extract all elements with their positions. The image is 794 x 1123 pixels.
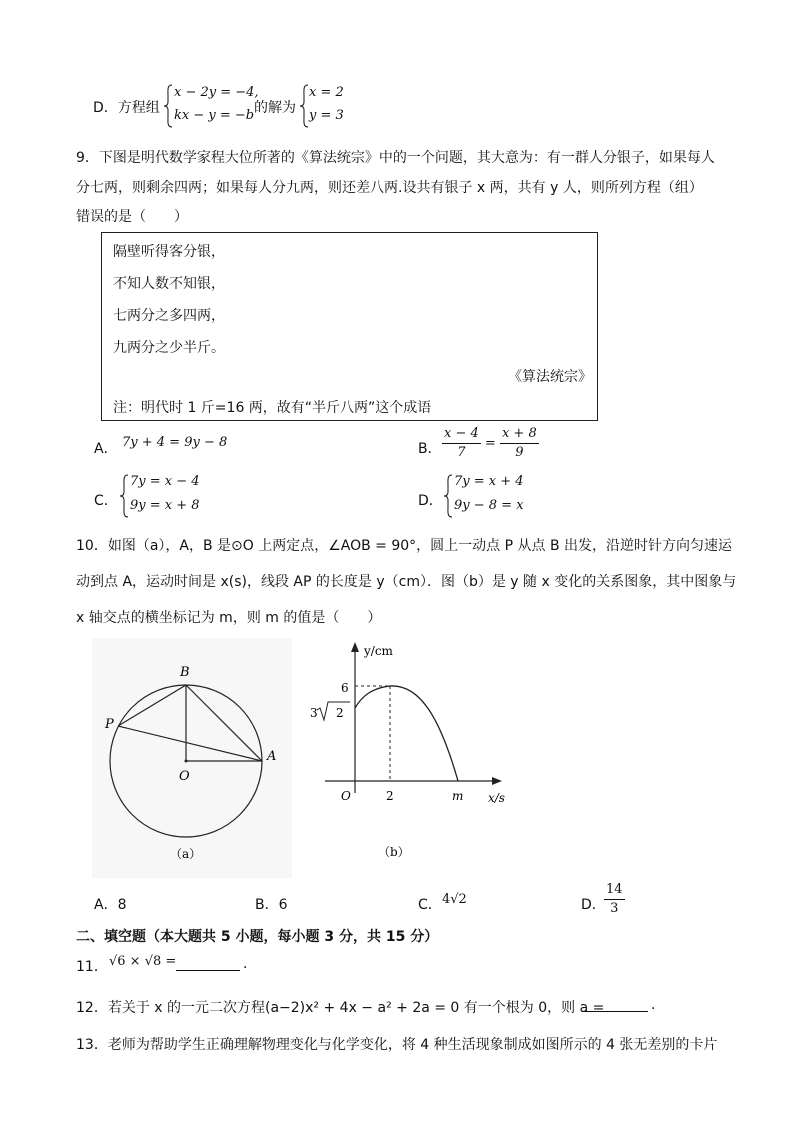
q12-text: 12．若关于 x 的一元二次方程(a−2)x² + 4x − a² + 2a = 0 有一个根为 0，则 a = (76, 1000, 605, 1016)
y-axis-arrow-icon (351, 642, 359, 652)
q10-line1: 10．如图（a），A，B 是⊙O 上两定点，∠AOB = 90°，圆上一动点 P 从点 B 出发，沿逆时针方向匀速运 (76, 538, 733, 554)
figure-b-graph (300, 638, 510, 868)
tick-root2: 2 (336, 706, 344, 720)
q11-prefix: 11． (76, 959, 108, 975)
d-system-line1: x − 2y = −4, (174, 85, 259, 100)
d-option-mid: 的解为 (254, 100, 296, 116)
label-b: B (180, 665, 190, 680)
label-o: O (179, 769, 190, 784)
q11-expr: √6 × √8 = (109, 954, 177, 969)
poem-note: 注：明代时 1 斤=16 两，故有“半斤八两”这个成语 (113, 400, 432, 416)
origin-label: O (341, 789, 351, 803)
q10-line2: 动到点 A，运动时间是 x(s)，线段 AP 的长度是 y（cm）．图（b）是 y 随 x 变化的关系图象，其中图象与 (76, 574, 737, 590)
q9-option-a-expr: 7y + 4 = 9y − 8 (122, 435, 228, 450)
q9-option-c-label: C． (94, 493, 118, 509)
fraction: $\frac{14}{3}$ (606, 882, 623, 916)
tick-m: m (452, 789, 464, 803)
q12-end: . (651, 997, 656, 1013)
q12-answer-blank[interactable] (582, 995, 648, 1012)
q10-option-c-label: C． (418, 897, 442, 913)
tick-3: 3 (310, 706, 318, 720)
fraction: $\frac{x - 4}{7}$ (444, 426, 479, 460)
q9-option-d-line1: 7y = x + 4 (454, 474, 524, 489)
q10-option-d-label: D． (581, 897, 606, 913)
q9-option-c-line1: 7y = x − 4 (130, 474, 200, 489)
q9-option-d-label: D． (418, 493, 443, 509)
q9-option-b-label: B． (418, 441, 442, 457)
x-axis-arrow-icon (492, 777, 502, 785)
poem-line-4: 九两分之少半斤。 (113, 340, 225, 356)
q9-option-c-line2: 9y = x + 8 (130, 498, 200, 513)
q9-line2: 分七两，则剩余四两；如果每人分九两，则还差八两.设共有银子 x 两，共有 y 人，则所列方程（组） (76, 180, 703, 196)
q9-option-b-expr: $\frac{x - 4}{7}$ = $\frac{x + 8}{9}$ (444, 426, 537, 460)
section-2-title: 二、填空题（本大题共 5 小题，每小题 3 分，共 15 分） (76, 929, 439, 945)
brace-icon (163, 84, 173, 128)
figure-a-circle-diagram (92, 638, 292, 878)
label-p: P (105, 717, 114, 732)
fraction: $\frac{x + 8}{9}$ (501, 426, 537, 460)
curve (355, 686, 458, 781)
brace-icon (119, 474, 129, 518)
caption-a: （a） (170, 847, 202, 861)
q9-line3: 错误的是（ ） (76, 209, 188, 225)
poem-line-3: 七两分之多四两， (113, 308, 225, 324)
brace-icon (299, 84, 309, 128)
d-solution-line2: y = 3 (309, 108, 344, 123)
q13-text: 13．老师为帮助学生正确理解物理变化与化学变化，将 4 种生活现象制成如图所示的 4 张无差别的卡片 (76, 1037, 718, 1053)
poem-line-1: 隔壁听得客分银， (113, 244, 225, 260)
tick-x2: 2 (386, 789, 394, 803)
caption-b: （b） (378, 845, 410, 859)
tick-6: 6 (341, 681, 349, 695)
q10-line3: x 轴交点的横坐标记为 m，则 m 的值是（ ） (76, 610, 382, 626)
q9-option-d-line2: 9y − 8 = x (454, 498, 524, 513)
q10-option-d-value (604, 881, 625, 918)
q10-option-b: B．6 (255, 897, 288, 913)
x-axis-label: x/s (488, 791, 505, 805)
point-o (185, 760, 188, 763)
q9-line1: 9．下图是明代数学家程大位所著的《算法统宗》中的一个问题，其大意为：有一群人分银子，如果每人 (76, 150, 715, 166)
brace-icon (443, 474, 453, 518)
d-solution-line1: x = 2 (309, 85, 344, 100)
poem-line-2: 不知人数不知银， (113, 276, 225, 292)
q9-option-a-label: A． (94, 441, 118, 457)
q11-answer-blank[interactable] (176, 954, 240, 971)
d-system-line2: kx − y = −b (174, 108, 255, 123)
q10-option-a: A．8 (94, 897, 127, 913)
q11-end: . (243, 956, 248, 972)
d-option-label: D．方程组 (93, 100, 160, 116)
label-a: A (267, 749, 277, 764)
sqrt-sign-icon (317, 702, 350, 720)
y-axis-label: y/cm (364, 644, 393, 658)
poem-source: 《算法统宗》 (508, 369, 592, 385)
q10-option-c-value: 4√2 (442, 892, 467, 907)
